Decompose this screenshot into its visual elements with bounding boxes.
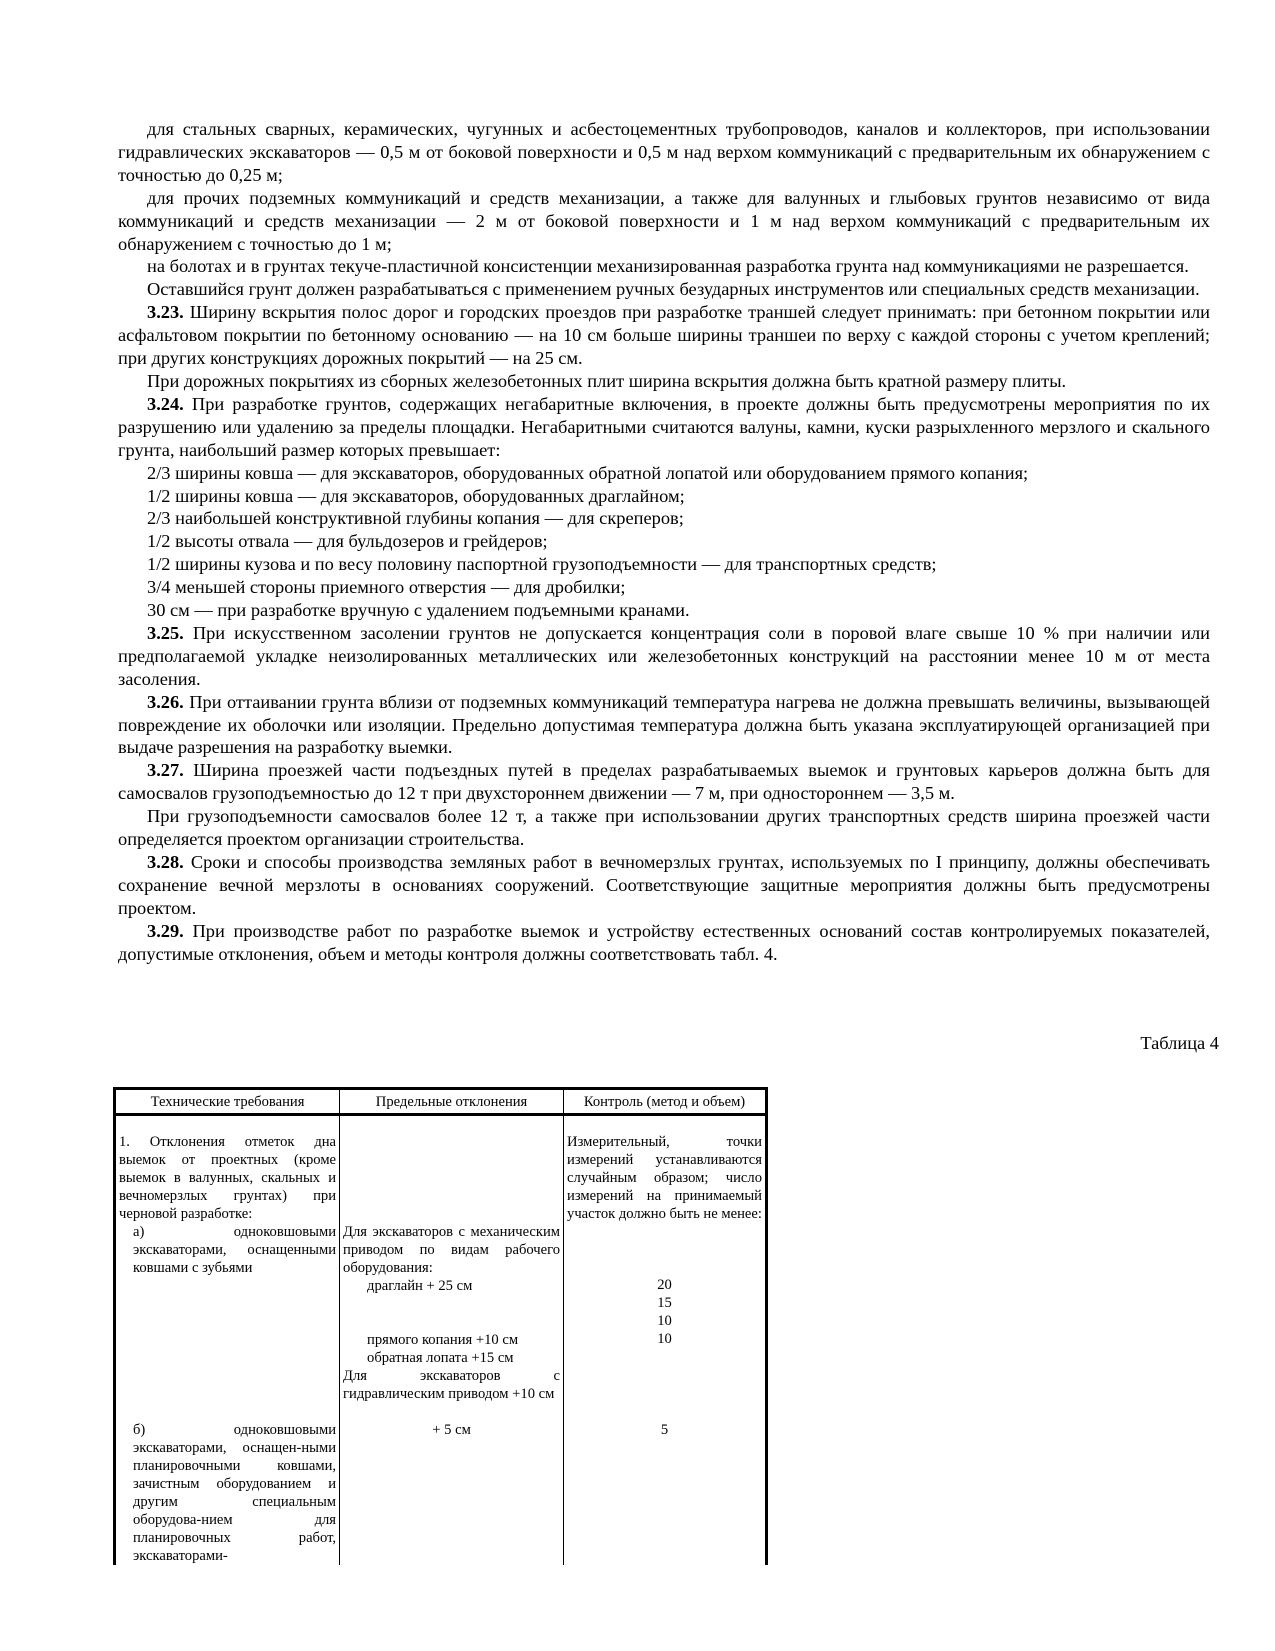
paragraph-text: При грузоподъемности самосвалов более 12 т, а также при использовании других транспортных средств ширина проезжей части определяется проектом организации строительства. (118, 806, 1210, 850)
list-item (118, 576, 1210, 599)
list-item (118, 530, 1210, 553)
table-cell (115, 1115, 340, 1404)
paragraph (118, 370, 1210, 393)
control-value: 10 (657, 1313, 672, 1329)
paragraph-text: 3/4 меньшей стороны приемного отверстия — для дробилки; (147, 577, 626, 598)
clause-number: 3.26. (147, 691, 184, 712)
clause-3-26 (118, 691, 1210, 760)
table-cell (340, 1403, 564, 1565)
clause-number: 3.23. (147, 302, 184, 323)
clause-3-29 (118, 920, 1210, 966)
list-item (118, 599, 1210, 622)
paragraph-text: Ширину вскрытия полос дорог и городских проездов при разработке траншей следует принимать: при бетонном покрытии или асфальтовом покрытии по бетонному основанию — на 10 см больше ширины траншеи по верху с каждой стороны с учетом креплений; при других конструкциях дорожных покрытий — на 25 см. (118, 302, 1210, 369)
deviation-text: Для экскаваторов с механическим приводом по видам рабочего оборудования: (343, 1224, 561, 1276)
table-cell (115, 1403, 340, 1565)
paragraph-text: 2/3 наибольшей конструктивной глубины копания — для скреперов; (147, 508, 684, 529)
control-value: 10 (657, 1331, 672, 1347)
deviation-value: прямого копания +10 см (367, 1332, 519, 1348)
clause-number: 3.29. (147, 920, 184, 941)
table-cell (564, 1115, 767, 1404)
paragraph-text: для стальных сварных, керамических, чугунных и асбестоцементных трубопроводов, каналов и коллекторов, при использовании гидравлических экскаваторов — 0,5 м от боковой поверхности и 0,5 м над верхом коммуникаций с предварительным их обнаружением с точностью до 0,25 м; (118, 119, 1210, 185)
paragraph-text: Ширина проезжей части подъездных путей в пределах разрабатываемых выемок и грунтовых карьеров должна быть для самосвалов грузоподъемностью до 12 т при двухстороннем движении — 7 м, при одностороннем — 3,5 м. (118, 760, 1210, 804)
paragraph (118, 255, 1210, 278)
paragraph-text: При производстве работ по разработке выемок и устройству естественных оснований состав контролируемых показателей, допустимые отклонения, объем и методы контроля должны соответствовать табл. 4. (118, 920, 1210, 964)
table-cell (340, 1115, 564, 1404)
clause-3-24 (118, 393, 1210, 462)
paragraph-text: на болотах и в грунтах текуче-пластичной консистенции механизированная разработка грунта над коммуникациями не разрешается. (147, 256, 1189, 277)
control-value: 15 (657, 1295, 672, 1311)
paragraph (118, 118, 1210, 187)
table-row (115, 1403, 767, 1565)
column-header: Технические требования (115, 1089, 340, 1115)
paragraph (118, 278, 1210, 301)
paragraph (118, 187, 1210, 256)
column-header: Предельные отклонения (340, 1089, 564, 1115)
list-item (118, 507, 1210, 530)
requirement-text: 1. Отклонения отметок дна выемок от проектных (кроме выемок в валунных, скальных и вечномерзлых грунтах) при черновой разработке: (119, 1134, 337, 1222)
requirement-item: б) одноковшовыми экскаваторами, оснащен-ными планировочными ковшами, зачистным оборудованием и другим специальным оборудова-нием для планировочных работ, экскаваторами- (133, 1422, 337, 1564)
paragraph-text: 1/2 ширины кузова и по весу половину паспортной грузоподъемности — для транспортных средств; (147, 554, 937, 575)
paragraph-text: Сроки и способы производства земляных работ в вечномерзлых грунтах, используемых по I принципу, должны обеспечивать сохранение вечной мерзлоты в основаниях сооружений. Соответствующие защитные мероприятия должны быть предусмотрены проектом. (118, 852, 1210, 918)
deviation-value: + 5 см (432, 1422, 471, 1438)
list-item (118, 462, 1210, 485)
paragraph-text: При разработке грунтов, содержащих негабаритные включения, в проекте должны быть предусмотрены мероприятия по их разрушению или удалению за пределы площадки. Негабаритными считаются валуны, камни, куски разрыхленного мерзлого и скального грунта, наибольший размер которых превышает: (118, 393, 1210, 460)
paragraph-text: Оставшийся грунт должен разрабатываться с применением ручных безударных инструментов или специальных средств механизации. (147, 279, 1200, 300)
paragraph-text: При оттаивании грунта вблизи от подземных коммуникаций температура нагрева не должна превышать величины, вызывающей повреждение их оболочки или изоляции. Предельно допустимая температура должна быть указана эксплуатирующей организацией при выдаче разрешения на разработку выемки. (118, 691, 1210, 758)
paragraph-text: 1/2 высоты отвала — для бульдозеров и грейдеров; (147, 531, 548, 552)
paragraph (118, 805, 1210, 851)
list-item (118, 485, 1210, 508)
table-caption: Таблица 4 (1140, 1033, 1219, 1053)
table-container (113, 1087, 768, 1579)
paragraph-text: При искусственном засолении грунтов не допускается концентрация соли в поровой влаге свыше 10 % при наличии или предполагаемой укладке неизолированных металлических или железобетонных конструкций на расстоянии менее 10 м от места засоления. (118, 622, 1210, 689)
tolerance-table (113, 1087, 768, 1565)
table-row (115, 1115, 767, 1404)
clause-3-23 (118, 301, 1210, 370)
control-value: 20 (657, 1277, 672, 1293)
control-value: 5 (660, 1422, 669, 1438)
deviation-text: Для экскаваторов с гидравлическим приводом +10 см (343, 1368, 561, 1402)
paragraph-text: 30 см — при разработке вручную с удалением подъемными кранами. (147, 600, 690, 621)
clause-3-25 (118, 622, 1210, 691)
control-text: Измерительный, точки измерений устанавливаются случайным образом; число измерений на принимаемый участок должно быть не менее: (567, 1134, 762, 1222)
list-item (118, 553, 1210, 576)
clause-3-28 (118, 851, 1210, 920)
column-header: Контроль (метод и объем) (564, 1089, 767, 1115)
table-cell (564, 1403, 767, 1565)
deviation-value: обратная лопата +15 см (367, 1350, 514, 1366)
deviation-value: драглайн + 25 см (367, 1278, 473, 1294)
paragraph-text: При дорожных покрытиях из сборных железобетонных плит ширина вскрытия должна быть кратной размеру плиты. (147, 370, 1067, 391)
paragraph-text: для прочих подземных коммуникаций и средств механизации, а также для валунных и глыбовых грунтов независимо от вида коммуникаций и средств механизации — 2 м от боковой поверхности и 1 м над верхом коммуникаций с предварительным их обнаружением с точностью до 1 м; (118, 187, 1210, 254)
requirement-item: а) одноковшовыми экскаваторами, оснащенными ковшами с зубьями (133, 1224, 337, 1276)
clause-number: 3.24. (147, 393, 184, 414)
clause-number: 3.25. (147, 622, 184, 643)
paragraph-text: 1/2 ширины ковша — для экскаваторов, оборудованных драглайном; (147, 485, 685, 506)
clause-number: 3.27. (147, 760, 184, 781)
body-text (118, 118, 1210, 966)
paragraph-text: 2/3 ширины ковша — для экскаваторов, оборудованных обратной лопатой или оборудованием прямого копания; (147, 462, 1029, 483)
clause-3-27 (118, 759, 1210, 805)
clause-number: 3.28. (147, 852, 184, 872)
table-header-row (115, 1089, 767, 1115)
